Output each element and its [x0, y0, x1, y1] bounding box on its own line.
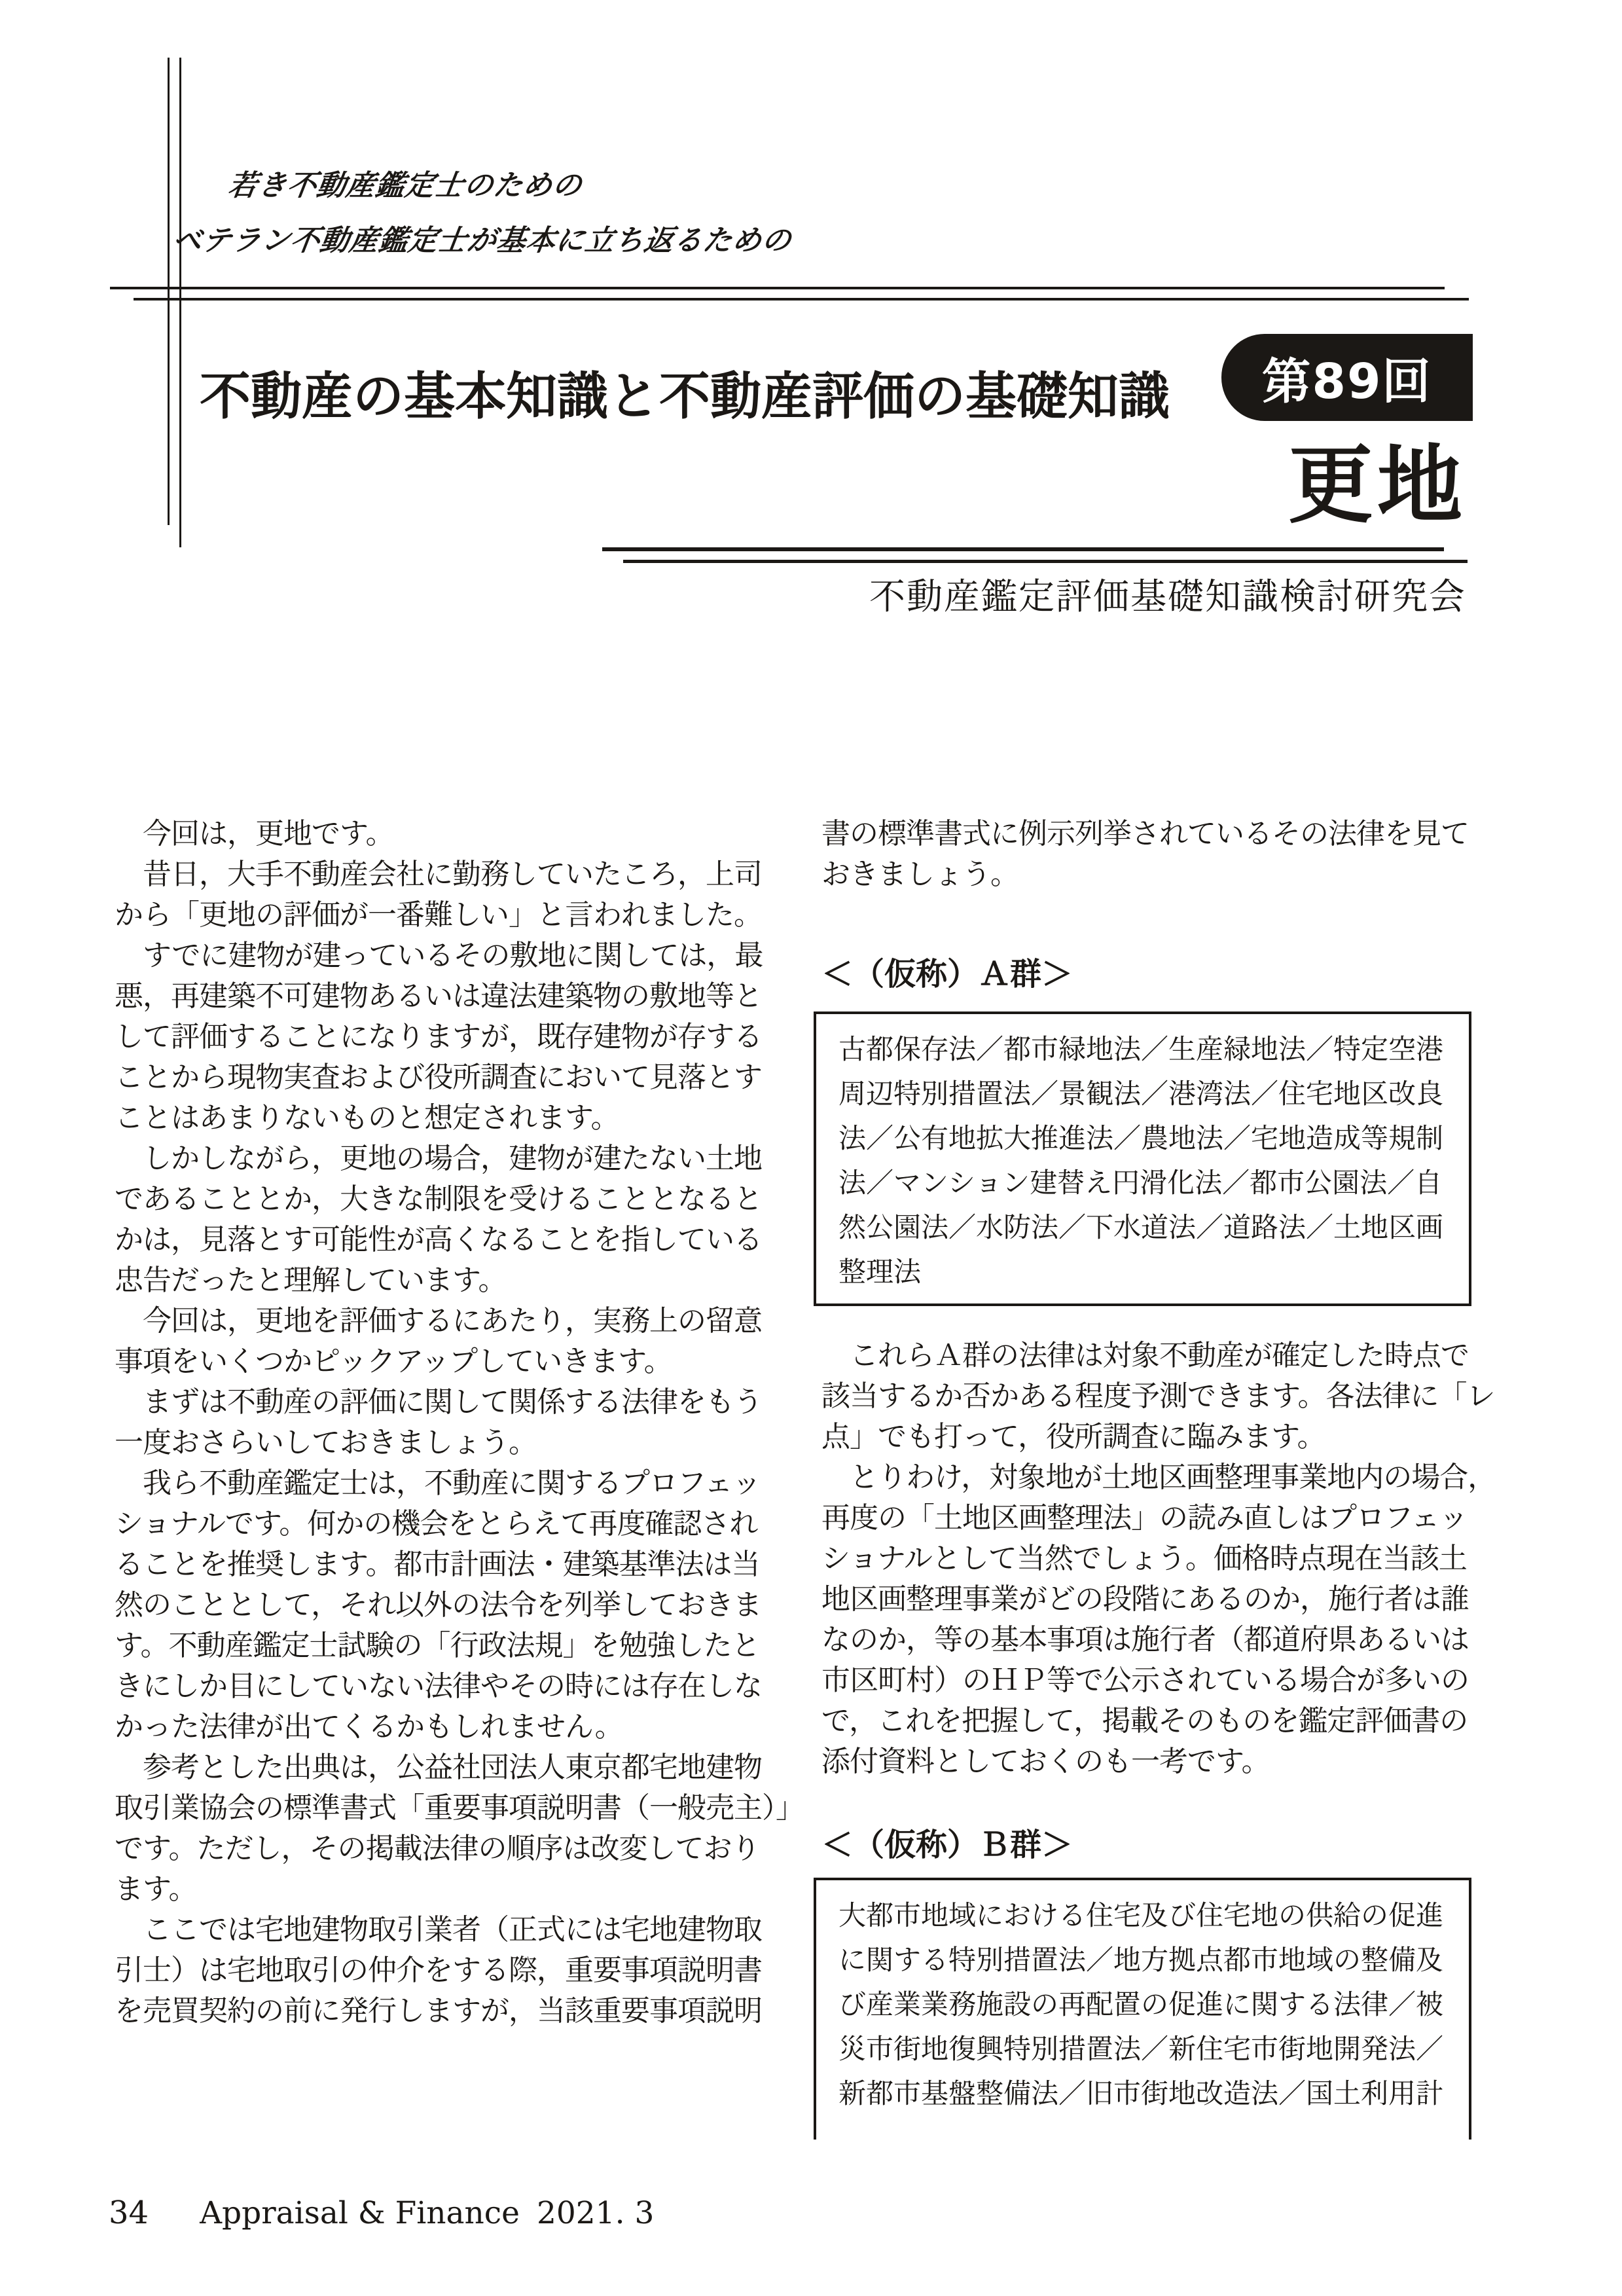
body-text-line: すでに建物が建っているその敷地に関しては，最 [115, 939, 763, 972]
journal-name: Appraisal & Finance [200, 2195, 520, 2231]
tagline-line-2: ベテラン不動産鑑定士が基本に立ち返るための [170, 224, 794, 257]
body-text-line: ショナルです。何かの機会をとらえて再度確認され [115, 1507, 758, 1540]
law-list-line: 然公園法／水防法／下水道法／道路法／土地区画 [838, 1211, 1444, 1243]
body-text-line: 今回は，更地です。 [115, 817, 394, 850]
left-column [115, 814, 804, 2032]
law-list-line: 災市街地復興特別措置法／新住宅市街地開発法／ [838, 2033, 1444, 2065]
law-list-line: び産業業務施設の再配置の促進に関する法律／被 [838, 1988, 1444, 2020]
law-list-line: 法／マンション建替え円滑化法／都市公園法／自 [838, 1167, 1443, 1199]
body-text-line: から「更地の評価が一番難しい」と言われました。 [115, 898, 762, 932]
group-b-law-box [814, 1878, 1471, 2140]
body-text-line: ます。 [115, 1872, 197, 1906]
issue-date: 2021. 3 [536, 2195, 655, 2231]
body-text-line: とりわけ，対象地が土地区画整理事業地内の場合， [821, 1461, 1496, 1494]
episode-badge: 第89回 [1221, 334, 1473, 421]
body-text-line: ショナルとして当然でしょう。価格時点現在当該土 [821, 1542, 1467, 1575]
body-text-line: これらＡ群の法律は対象不動産が確定した時点で [821, 1339, 1469, 1372]
body-text-line: 我ら不動産鑑定士は，不動産に関するプロフェッ [115, 1467, 761, 1500]
body-text-line: ることを推奨します。都市計画法・建築基準法は当 [115, 1548, 760, 1581]
group-b-heading: ＜（仮称）Ｂ群＞ [821, 1827, 1073, 1863]
header-horizontal-rule-lower [134, 298, 1469, 301]
body-text-line: 然のこととして，それ以外の法令を列挙しておきま [115, 1588, 762, 1622]
body-text-line: 引士）は宅地取引の仲介をする際，重要事項説明書 [115, 1954, 762, 1987]
body-text-line: しかしながら，更地の場合，建物が建たない土地 [115, 1142, 762, 1175]
author-name: 不動産鑑定評価基礎知識検討研究会 [869, 575, 1466, 617]
body-text-line: 地区画整理事業がどの段階にあるのか，施行者は誰 [821, 1582, 1469, 1616]
body-text-line: かった法律が出てくるかもしれません。 [115, 1710, 623, 1743]
title-rule-thin [623, 560, 1468, 563]
body-text-line: であることとか，大きな制限を受けることとなると [115, 1182, 762, 1216]
group-a-law-box [814, 1011, 1471, 1306]
body-text-line: きにしか目にしていない法律やその時には存在しな [115, 1669, 762, 1703]
body-text-line: 取引業協会の標準書式「重要事項説明書（一般売主）」 [115, 1791, 804, 1825]
body-text-line: 悪，再建築不可建物あるいは違法建築物の敷地等と [115, 979, 762, 1013]
body-text-line: おきましょう。 [821, 858, 1018, 891]
law-list-line: 整理法 [838, 1256, 922, 1288]
tagline-line-1: 若き不動産鑑定士のための [226, 169, 585, 202]
page-number: 34 [109, 2195, 149, 2231]
body-text-line: 参考とした出典は，公益社団法人東京都宅地建物 [115, 1751, 762, 1784]
body-text-line: 事項をいくつかピックアップしていきます。 [115, 1345, 672, 1378]
law-list-line: に関する特別措置法／地方拠点都市地域の整備及 [838, 1944, 1444, 1976]
header-vertical-rule-inner [179, 58, 181, 547]
body-text-line: して評価することになりますが，既存建物が存する [115, 1020, 762, 1053]
body-text-line: 該当するか否かある程度予測できます。各法律に「レ [821, 1379, 1495, 1413]
body-text-line: 再度の「土地区画整理法」の読み直しはプロフェッ [821, 1501, 1468, 1535]
body-text-line: 書の標準書式に例示列挙されているその法律を見て [821, 817, 1469, 850]
body-text-line: ここでは宅地建物取引業者（正式には宅地建物取 [115, 1913, 762, 1946]
body-text-line: 点」でも打って，役所調査に臨みます。 [821, 1420, 1325, 1453]
body-text-line: 昔日，大手不動産会社に勤務していたころ，上司 [115, 858, 762, 891]
header-vertical-rule-outer [168, 58, 170, 525]
series-title: 不動産の基本知識と不動産評価の基礎知識 [200, 367, 1170, 426]
body-text-line: です。ただし，その掲載法律の順序は改変しており [115, 1832, 760, 1865]
law-list-line: 法／公有地拡大推進法／農地法／宅地造成等規制 [838, 1122, 1444, 1154]
law-list-line: 周辺特別措置法／景観法／港湾法／住宅地区改良 [838, 1078, 1444, 1110]
body-text-line: 一度おさらいしておきましょう。 [115, 1426, 537, 1459]
body-text-line: で，これを把握して，掲載そのものを鑑定評価書の [821, 1704, 1468, 1738]
law-list-line: 古都保存法／都市緑地法／生産緑地法／特定空港 [838, 1033, 1444, 1065]
title-rule-thick [602, 547, 1444, 551]
law-list-line: 大都市地域における住宅及び住宅地の供給の促進 [838, 1899, 1444, 1931]
body-text-line: まずは不動産の評価に関して関係する法律をもう [115, 1385, 762, 1419]
body-text-line: 忠告だったと理解しています。 [115, 1264, 507, 1297]
body-text-line: 添付資料としておくのも一考です。 [821, 1745, 1270, 1778]
body-text-line: ことはあまりないものと想定されます。 [115, 1101, 619, 1135]
body-text-line: す。不動産鑑定士試験の「行政法規」を勉強したと [115, 1629, 760, 1662]
body-text-line: を売買契約の前に発行しますが，当該重要事項説明 [115, 1994, 762, 2028]
body-text-line: かは，見落とす可能性が高くなることを指している [115, 1223, 762, 1256]
article-title: 更地 [1288, 435, 1466, 535]
body-text-line: なのか，等の基本事項は施行者（都道府県あるいは [821, 1623, 1469, 1656]
page-footer [109, 2195, 654, 2232]
body-text-line: 市区町村）のＨＰ等で公示されている場合が多いの [821, 1664, 1469, 1697]
body-text-line: ことから現物実査および役所調査において見落とす [115, 1061, 762, 1094]
body-text-line: 今回は，更地を評価するにあたり，実務上の留意 [115, 1304, 762, 1338]
law-list-line: 新都市基盤整備法／旧市街地改造法／国土利用計 [838, 2077, 1444, 2109]
right-column-middle [821, 1336, 1496, 1782]
header-horizontal-rule-upper [110, 287, 1445, 289]
right-column-top [821, 814, 1483, 895]
group-a-heading: ＜（仮称）Ａ群＞ [821, 956, 1073, 993]
